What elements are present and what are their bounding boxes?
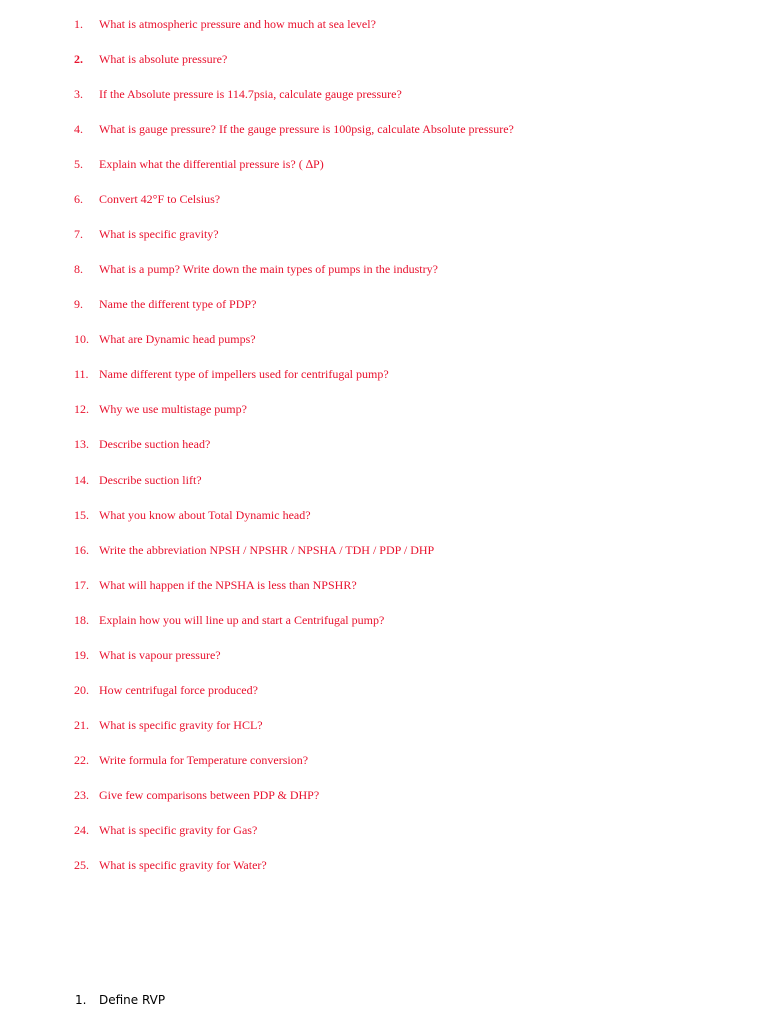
list-item <box>0 715 720 735</box>
question-text: What is vapour pressure? <box>99 648 221 662</box>
list-item <box>0 119 720 139</box>
question-text: What is specific gravity? <box>99 227 219 241</box>
list-item <box>0 785 720 805</box>
question-number: 5. <box>74 157 83 171</box>
question-number: 25. <box>74 858 89 872</box>
question-text: Give few comparisons between PDP & DHP? <box>99 788 320 802</box>
list-item <box>0 49 720 69</box>
list-item <box>0 855 720 875</box>
question-text: What is gauge pressure? If the gauge pressure is 100psig, calculate Absolute pressure? <box>99 122 514 136</box>
question-text: What is specific gravity for Gas? <box>99 823 258 837</box>
list-item <box>0 364 720 384</box>
list-item <box>0 399 720 419</box>
list-item <box>0 575 720 595</box>
question-text: Convert 42°F to Celsius? <box>99 192 221 206</box>
question-number: 17. <box>74 578 89 592</box>
list-item <box>0 329 720 349</box>
list-item <box>0 224 720 244</box>
question-text: Write the abbreviation NPSH / NPSHR / NPSHA / TDH / PDP / DHP <box>99 543 435 557</box>
question-number: 22. <box>74 753 89 767</box>
next-section-text: Define RVP <box>99 993 166 1007</box>
question-text: What will happen if the NPSHA is less than NPSHR? <box>99 578 357 592</box>
question-text: How centrifugal force produced? <box>99 683 258 697</box>
question-number: 9. <box>74 297 83 311</box>
list-item <box>0 84 720 104</box>
question-number: 15. <box>74 508 89 522</box>
list-item <box>0 680 720 700</box>
question-text: If the Absolute pressure is 114.7psia, calculate gauge pressure? <box>99 87 402 101</box>
question-number: 6. <box>74 192 83 206</box>
list-item <box>0 470 720 490</box>
question-number: 10. <box>74 332 89 346</box>
question-text: What is atmospheric pressure and how much at sea level? <box>99 17 376 31</box>
question-text: What you know about Total Dynamic head? <box>99 508 311 522</box>
question-number: 1. <box>74 17 83 31</box>
list-item <box>0 154 720 174</box>
list-item <box>0 820 720 840</box>
list-item <box>0 294 720 314</box>
question-number: 7. <box>74 227 83 241</box>
question-number: 18. <box>74 613 89 627</box>
question-number: 24. <box>74 823 89 837</box>
question-text: What is absolute pressure? <box>99 52 228 66</box>
question-text: What are Dynamic head pumps? <box>99 332 256 346</box>
question-number: 3. <box>74 87 83 101</box>
question-text: Explain what the differential pressure is? ( ∆P) <box>99 157 324 171</box>
list-item <box>0 645 720 665</box>
question-number: 16. <box>74 543 89 557</box>
question-number: 4. <box>74 122 83 136</box>
question-number: 11. <box>74 367 89 381</box>
question-number: 2. <box>74 52 83 66</box>
question-number: 23. <box>74 788 89 802</box>
question-text: Explain how you will line up and start a Centrifugal pump? <box>99 613 385 627</box>
list-item <box>0 540 720 560</box>
question-number: 20. <box>74 683 89 697</box>
list-item <box>0 259 720 279</box>
list-item <box>0 750 720 770</box>
question-number: 19. <box>74 648 89 662</box>
question-text: What is specific gravity for Water? <box>99 858 267 872</box>
question-text: Describe suction head? <box>99 437 211 451</box>
question-text: Describe suction lift? <box>99 473 202 487</box>
question-text: Name different type of impellers used for centrifugal pump? <box>99 367 389 381</box>
question-number: 14. <box>74 473 89 487</box>
question-text: What is specific gravity for HCL? <box>99 718 263 732</box>
next-section-item <box>0 990 720 1010</box>
question-number: 21. <box>74 718 89 732</box>
question-text: Write formula for Temperature conversion? <box>99 753 309 767</box>
list-item <box>0 505 720 525</box>
question-text: Name the different type of PDP? <box>99 297 257 311</box>
question-number: 12. <box>74 402 89 416</box>
next-section-number: 1. <box>75 993 87 1007</box>
list-item <box>0 14 720 34</box>
list-item <box>0 189 720 209</box>
question-text: What is a pump? Write down the main types of pumps in the industry? <box>99 262 438 276</box>
question-number: 8. <box>74 262 83 276</box>
question-number: 13. <box>74 437 89 451</box>
list-item <box>0 434 720 454</box>
list-item <box>0 610 720 630</box>
question-text: Why we use multistage pump? <box>99 402 247 416</box>
